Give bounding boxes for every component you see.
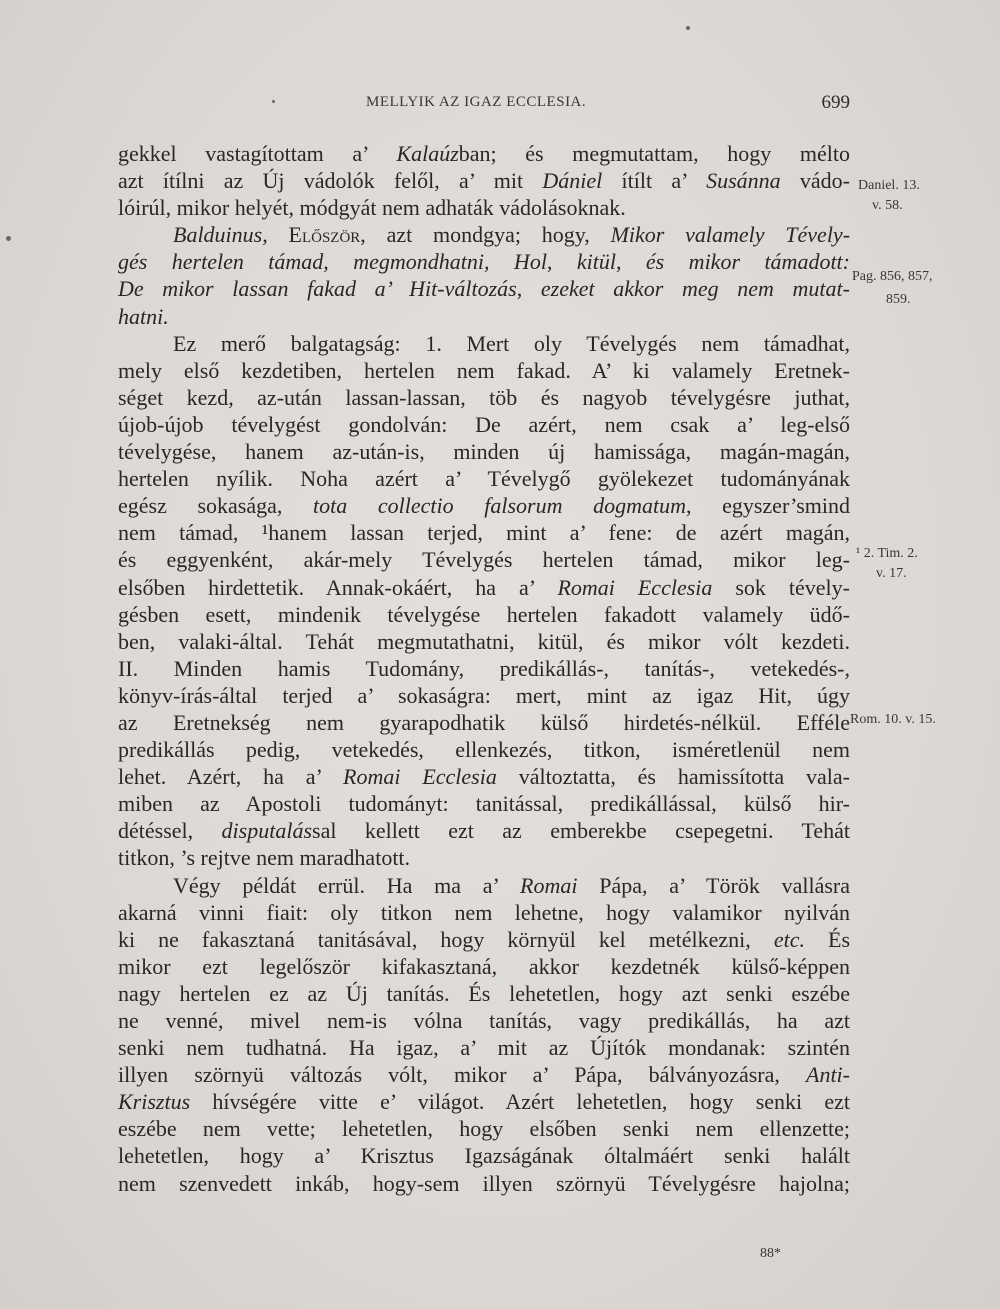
paper-speck — [686, 26, 690, 30]
text-line-15: nem támad, ¹hanem lassan terjed, mint a’ fene: de azért magán, — [118, 520, 850, 546]
text-line-4: Balduinus, Először, azt mondgya; hogy, Mikor valamely Tévely- — [173, 222, 851, 248]
text-line-8: Ez merő balgatagság: 1. Mert oly Tévelygés nem támadhat, — [173, 330, 850, 356]
text-line-24: lehet. Azért, ha a’ Romai Ecclesia változtatta, és hamissította vala- — [118, 764, 850, 790]
margin-note-tim-verse: v. 17. — [876, 566, 907, 581]
margin-note-daniel-verse: v. 58. — [872, 198, 903, 213]
text-line-25: miben az Apostoli tudományt: tanitással, predikállással, külső hir- — [118, 791, 850, 817]
text-line-9: mely első kezdetiben, hertelen nem fakad. A’ ki valamely Eretnek- — [118, 357, 850, 383]
text-line-27: titkon, ’s rejtve nem maradhatott. — [118, 845, 411, 871]
text-line-13: hertelen nyílik. Noha azért a’ Tévelygő gyölekezet tudományának — [118, 466, 850, 492]
running-head: MELLYIK AZ IGAZ ECCLESIA. — [366, 94, 587, 110]
margin-note-rom: Rom. 10. v. 15. — [850, 712, 936, 727]
text-line-1: gekkel vastagítottam a’ Kalaúzban; és megmutattam, hogy mélto — [118, 141, 850, 166]
signature-mark: 88* — [760, 1246, 781, 1261]
text-line-31: mikor ezt legelőször kifakasztaná, akkor kezdetnék külső-képpen — [118, 953, 850, 979]
text-line-10: séget kezd, az-után lassan-lassan, töb és nagyob tévelygésre juthat, — [118, 384, 850, 410]
text-line-11: újob-újob tévelygést gondolván: De azért, nem csak a’ leg-első — [118, 411, 850, 437]
text-line-19: ben, valaki-által. Tehát megmutathatni, kitül, és mikor vólt kezdeti. — [118, 628, 850, 654]
text-line-38: lehetetlen, hogy a’ Krisztus Igazságának óltalmáért senki halált — [118, 1143, 850, 1169]
text-line-14: egész sokasága, tota collectio falsorum dogmatum, egyszer’smind — [118, 493, 850, 519]
text-line-39: nem szenvedett inkáb, hogy-sem illyen szörnyü Tévelygésre hajolna; — [118, 1170, 850, 1196]
margin-note-daniel: Daniel. 13. — [858, 178, 920, 193]
text-line-37: eszébe nem vette; lehetetlen, hogy elsőben senki nem ellenzette; — [118, 1116, 850, 1142]
text-line-30: ki ne fakasztaná tanitásával, hogy környül kel metélkezni, etc. És — [118, 926, 851, 952]
text-line-16: és eggyenként, akár-mely Tévelygés hertelen támad, mikor leg- — [118, 547, 850, 573]
text-line-36: Krisztus hívségére vitte e’ világot. Azért lehetetlen, hogy senki ezt — [118, 1089, 850, 1115]
text-line-6: De mikor lassan fakad a’ Hit-változás, ezeket akkor meg nem mutat- — [118, 276, 850, 302]
text-line-21: könyv-írás-által terjed a’ sokaságra: mert, mint az igaz Hit, úgy — [118, 682, 850, 708]
body-text — [118, 140, 850, 1197]
text-line-32: nagy hertelen ez az Új tanítás. És lehetetlen, hogy azt senki eszébe — [118, 980, 850, 1006]
text-line-33: ne venné, mivel nem-is vólna tanítás, vagy predikállás, ha azt — [118, 1008, 850, 1033]
text-line-29: akarná vinni fiait: oly titkon nem lehetne, hogy valamikor nyilván — [118, 899, 850, 925]
text-line-17: elsőben hirdettetik. Annak-okáért, ha a’ Romai Ecclesia sok tévely- — [118, 574, 850, 600]
page-header — [118, 92, 850, 116]
text-line-3: lóirúl, mikor helyét, módgyát nem adhaták vádolásoknak. — [118, 195, 626, 221]
text-line-35: illyen szörnyü változás vólt, mikor a’ Pápa, bálványozásra, Anti- — [118, 1062, 850, 1088]
text-line-18: gésben esett, mindenik tévelygése hertelen fakadott valamely üdő- — [118, 601, 850, 627]
paper-speck — [6, 236, 11, 241]
text-line-34: senki nem tudhatná. Ha igaz, a’ mit az Újítók mondanak: szintén — [118, 1035, 850, 1061]
margin-note-pag: Pag. 856, 857, — [852, 269, 933, 284]
text-line-20: II. Minden hamis Tudomány, predikállás-, tanítás-, vetekedés-, — [118, 655, 850, 681]
text-line-7: hatni. — [118, 303, 169, 329]
text-line-12: tévelygése, hanem az-után-is, minden új hamissága, magán-magán, — [118, 439, 850, 465]
text-line-22: az Eretnekség nem gyarapodhatik külső hirdetés-nélkül. Efféle — [118, 709, 850, 735]
text-line-23: predikállás pedig, vetekedés, ellenkezés, titkon, isméretlenül nem — [118, 737, 850, 763]
margin-note-tim: ¹ 2. Tim. 2. — [856, 546, 918, 561]
text-line-5: gés hertelen támad, megmondhatni, Hol, kitül, és mikor támadott: — [118, 249, 850, 275]
text-line-28: Végy példát errül. Ha ma a’ Romai Pápa, a’ Török vallásra — [173, 872, 850, 898]
text-line-26: détéssel, disputalással kellett ezt az emberekbe csepegetni. Tehát — [118, 818, 850, 844]
margin-note-pag-cont: 859. — [886, 292, 911, 307]
page-number: 699 — [821, 92, 850, 113]
text-line-2: azt ítílni az Új vádolók felől, a’ mit Dániel ítílt a’ Susánna vádo- — [118, 168, 850, 194]
